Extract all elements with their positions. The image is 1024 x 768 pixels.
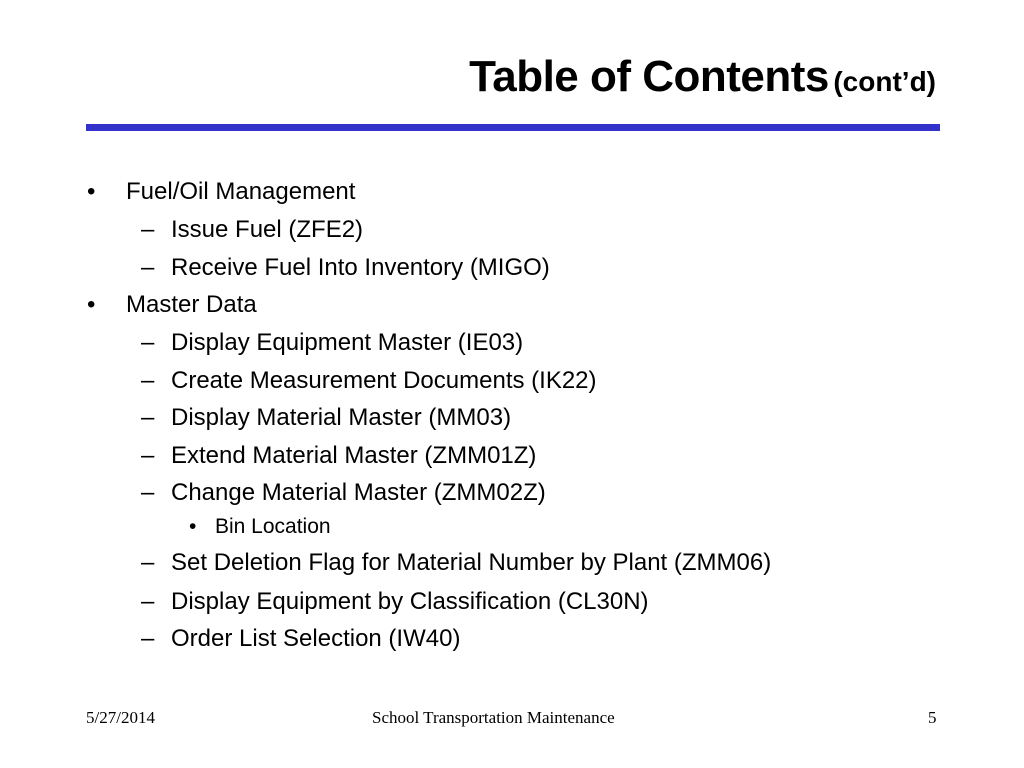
- dash-marker: –: [141, 216, 155, 243]
- dash-marker: –: [141, 479, 155, 506]
- footer-date: 5/27/2014: [86, 708, 155, 727]
- bullet-marker: •: [87, 178, 96, 205]
- dash-marker: –: [141, 367, 155, 394]
- dash-marker: –: [141, 549, 155, 576]
- list-item-text: Change Material Master (ZMM02Z): [171, 479, 546, 506]
- list-item-text: Bin Location: [215, 515, 331, 538]
- list-item-text: Fuel/Oil Management: [126, 178, 356, 205]
- list-item-text: Extend Material Master (ZMM01Z): [171, 442, 537, 469]
- list-item-text: Order List Selection (IW40): [171, 625, 461, 652]
- dash-marker: –: [141, 254, 155, 281]
- list-item-text: Receive Fuel Into Inventory (MIGO): [171, 254, 550, 281]
- slide-title-main: Table of Contents: [469, 52, 829, 101]
- list-item-text: Create Measurement Documents (IK22): [171, 367, 597, 394]
- list-item-text: Set Deletion Flag for Material Number by Plant (ZMM06): [171, 549, 772, 576]
- dash-marker: –: [141, 442, 155, 469]
- bullet-marker: •: [87, 291, 96, 318]
- bullet-marker: •: [189, 515, 197, 538]
- list-item-text: Issue Fuel (ZFE2): [171, 216, 364, 243]
- slide-title-suffix: (cont’d): [833, 66, 936, 97]
- list-item-text: Display Equipment by Classification (CL30N): [171, 588, 649, 615]
- dash-marker: –: [141, 588, 155, 615]
- dash-marker: –: [141, 404, 155, 431]
- list-item-text: Display Equipment Master (IE03): [171, 329, 524, 356]
- footer-title: School Transportation Maintenance: [372, 708, 615, 727]
- list-item-text: Display Material Master (MM03): [171, 404, 512, 431]
- footer-page-number: 5: [928, 708, 937, 727]
- dash-marker: –: [141, 329, 155, 356]
- list-item-text: Master Data: [126, 291, 257, 318]
- dash-marker: –: [141, 625, 155, 652]
